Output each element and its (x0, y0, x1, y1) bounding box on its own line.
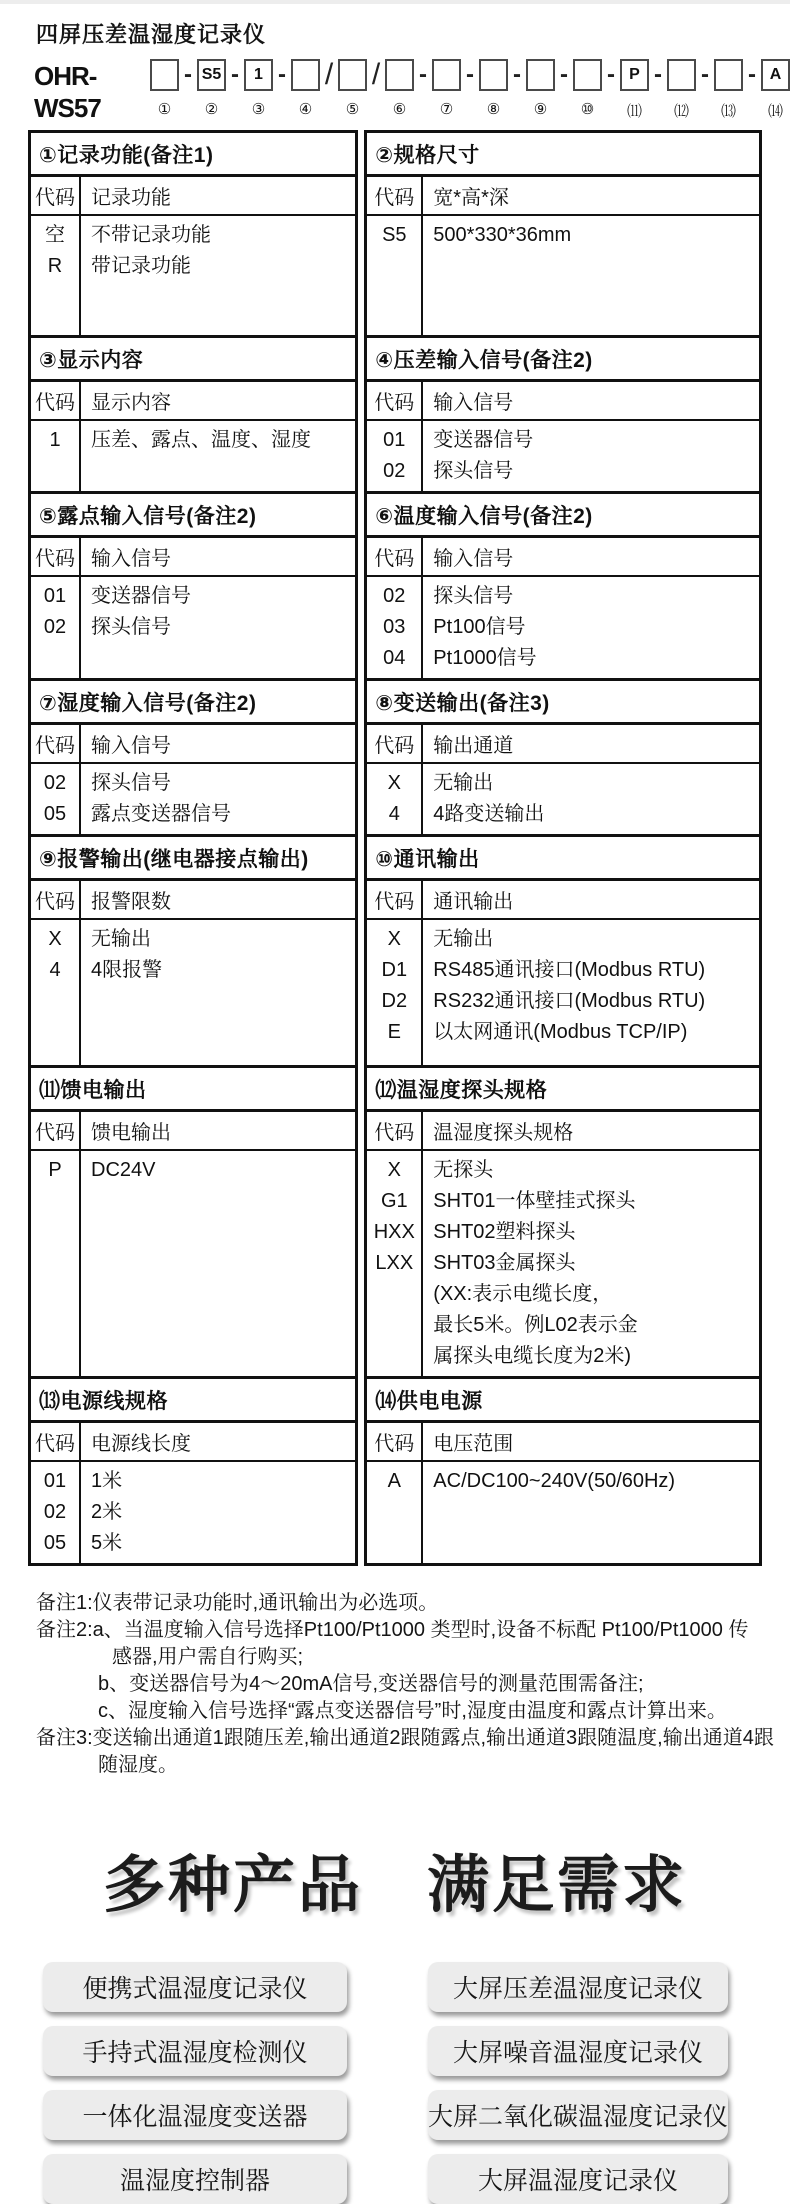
model-separator: - (466, 61, 474, 88)
spec-section (28, 1065, 358, 1379)
value-header-cell: 馈电输出 (91, 1122, 171, 1144)
value-cell: SHT02塑料探头 (433, 1221, 576, 1243)
value-cell: 2米 (91, 1501, 123, 1523)
model-segment (197, 59, 226, 118)
value-cell: Pt1000信号 (433, 647, 537, 669)
value-header-cell: 输入信号 (433, 548, 514, 570)
promo-heading (0, 1835, 790, 1924)
model-segment (226, 59, 244, 91)
section-title: ⑩通讯输出 (367, 837, 759, 881)
value-cell: 4限报警 (91, 959, 163, 981)
model-separator: - (278, 61, 286, 88)
model-code-row (34, 59, 790, 124)
value-cell: 压差、露点、温度、湿度 (91, 429, 311, 451)
value-cell: SHT01一体壁挂式探头 (433, 1190, 636, 1212)
section-body (367, 216, 759, 335)
values-column (423, 920, 759, 1065)
model-separator: - (513, 61, 521, 88)
section-header (31, 1423, 355, 1462)
code-cell: P (48, 1159, 62, 1181)
page-title: 四屏压差温湿度记录仪 (36, 22, 267, 47)
promo-heading-left: 多种产品 (102, 1851, 363, 1920)
value-cell: SHT03金属探头 (433, 1252, 576, 1274)
value-header-cell: 输入信号 (433, 392, 514, 414)
product-button[interactable]: 大屏二氧化碳温湿度记录仪 (428, 2090, 728, 2140)
product-button[interactable]: 大屏噪音温湿度记录仪 (428, 2026, 728, 2076)
value-cell: 带记录功能 (91, 255, 191, 277)
model-code-box (479, 59, 508, 91)
model-position-number: ⑿ (673, 103, 689, 120)
section-title: ④压差输入信号(备注2) (367, 338, 759, 382)
code-cell: 4 (388, 803, 400, 825)
model-prefix: OHR-WS57 (34, 61, 101, 123)
value-cell: RS232通讯接口(Modbus RTU) (433, 990, 706, 1012)
footnote-line: 感器,用户需自行购买; (112, 1646, 304, 1668)
spec-group (28, 678, 762, 837)
section-body (31, 577, 355, 678)
code-header-cell: 代码 (31, 538, 81, 575)
codes-column (31, 1151, 81, 1376)
spec-section (28, 834, 358, 1068)
model-code-box: S5 (197, 59, 226, 91)
section-body (31, 216, 355, 335)
code-cell: LXX (375, 1252, 414, 1274)
section-body (31, 920, 355, 1065)
value-cell: RS485通讯接口(Modbus RTU) (433, 959, 706, 981)
code-cell: 02 (43, 1501, 67, 1523)
code-cell: S5 (382, 224, 407, 246)
value-header-cell: 电源线长度 (91, 1433, 191, 1455)
section-title: ⑦湿度输入信号(备注2) (31, 681, 355, 725)
model-segment (667, 59, 696, 118)
model-position-number: ⒁ (767, 103, 783, 120)
section-header (31, 881, 355, 920)
model-code-box: 1 (244, 59, 273, 91)
code-cell (367, 1279, 421, 1310)
values-column (423, 577, 759, 678)
value-cell: 不带记录功能 (91, 224, 211, 246)
section-title: ⑧变送输出(备注3) (367, 681, 759, 725)
spec-section (28, 678, 358, 837)
code-header-cell: 代码 (31, 1423, 81, 1460)
model-segment (367, 59, 385, 91)
model-separator: - (419, 61, 427, 88)
model-separator: - (231, 61, 239, 88)
code-cell: R (47, 255, 63, 277)
model-segment (602, 59, 620, 91)
section-header (367, 881, 759, 920)
value-cell: 无输出 (433, 928, 494, 950)
code-header-cell: 代码 (31, 1112, 81, 1149)
footnote-line: b、变送器信号为4～20mA信号,变送器信号的测量范围需备注; (98, 1673, 644, 1695)
model-separator: - (607, 61, 615, 88)
model-segment (320, 59, 338, 91)
model-segment (273, 59, 291, 91)
section-body (367, 577, 759, 678)
codes-column (367, 216, 423, 335)
model-segment (291, 59, 320, 118)
value-cell: 以太网通讯(Modbus TCP/IP) (433, 1021, 688, 1043)
model-segment (649, 59, 667, 91)
code-header-cell: 代码 (31, 881, 81, 918)
model-code-box (385, 59, 414, 91)
spec-section (364, 1065, 762, 1379)
footnote-line: 随湿度。 (98, 1754, 178, 1776)
section-title: ⑿温湿度探头规格 (367, 1068, 759, 1112)
model-segment (385, 59, 414, 118)
model-position-number: ⑾ (626, 103, 642, 120)
section-body (31, 1151, 355, 1376)
spec-group (28, 834, 762, 1068)
section-body (367, 764, 759, 834)
model-segment (508, 59, 526, 91)
model-code-box (526, 59, 555, 91)
model-position-number: ⑩ (580, 101, 595, 118)
code-cell: 01 (383, 429, 406, 451)
value-cell: 5米 (91, 1532, 123, 1554)
section-body (367, 920, 759, 1065)
values-column (81, 1151, 355, 1376)
code-cell: X (387, 1159, 401, 1181)
model-position-number: ⑤ (345, 101, 360, 118)
model-code-box (667, 59, 696, 91)
values-column (81, 920, 355, 1065)
values-column (81, 421, 355, 491)
value-cell: 探头信号 (433, 460, 514, 482)
value-header-cell: 报警限数 (91, 891, 171, 913)
codes-column (31, 920, 81, 1065)
model-segment (461, 59, 479, 91)
model-position-number: ⑧ (486, 101, 501, 118)
model-code-box (432, 59, 461, 91)
section-title: ⒁供电电源 (367, 1379, 759, 1423)
spec-group (28, 1065, 762, 1379)
model-code-box (150, 59, 179, 91)
value-cell: 探头信号 (91, 616, 171, 638)
spec-section (364, 130, 762, 338)
model-segment (479, 59, 508, 118)
values-column (423, 1151, 759, 1376)
section-header (31, 177, 355, 216)
model-position-number: ⑨ (533, 101, 548, 118)
model-separator: - (701, 61, 709, 88)
code-cell: 03 (383, 616, 406, 638)
codes-column (367, 920, 423, 1065)
model-code-box (338, 59, 367, 91)
code-header-cell: 代码 (367, 177, 423, 214)
code-cell: 1 (49, 429, 61, 451)
values-column (423, 216, 759, 335)
model-code-box (714, 59, 743, 91)
model-code-box (291, 59, 320, 91)
section-title: ①记录功能(备注1) (31, 133, 355, 177)
section-header (367, 725, 759, 764)
section-header (367, 1423, 759, 1462)
footnote-line: 备注3:变送输出通道1跟随压差,输出通道2跟随露点,输出通道3跟随温度,输出通道4跟 (36, 1727, 774, 1749)
code-cell: 空 (45, 224, 65, 246)
code-cell: A (387, 1470, 401, 1492)
model-position-number: ⑥ (392, 101, 407, 118)
model-position-number: ⑦ (439, 101, 454, 118)
code-cell: D2 (381, 990, 408, 1012)
model-segment (714, 59, 743, 118)
code-header-cell: 代码 (367, 538, 423, 575)
product-button[interactable]: 大屏压差温湿度记录仪 (428, 1962, 728, 2012)
model-position-number: ② (204, 101, 219, 118)
section-title: ⑤露点输入信号(备注2) (31, 494, 355, 538)
model-position-number: ④ (298, 101, 313, 118)
value-cell: 无输出 (433, 772, 494, 794)
code-cell: X (48, 928, 62, 950)
code-cell: 04 (383, 647, 406, 669)
section-body (31, 764, 355, 834)
model-segment (150, 59, 179, 118)
value-cell: 探头信号 (91, 772, 171, 794)
code-cell: 01 (43, 1470, 67, 1492)
spec-section (364, 335, 762, 494)
section-body (367, 421, 759, 491)
code-cell: X (387, 928, 401, 950)
values-column (81, 577, 355, 678)
values-column (81, 216, 355, 335)
spec-group (28, 491, 762, 681)
codes-column (31, 764, 81, 834)
model-code-box (573, 59, 602, 91)
value-cell: DC24V (91, 1159, 156, 1181)
value-cell: Pt100信号 (433, 616, 526, 638)
value-cell: 500*330*36mm (433, 224, 572, 246)
spec-section (364, 678, 762, 837)
model-code-box: P (620, 59, 649, 91)
product-button[interactable]: 手持式温湿度检测仪 (43, 2026, 347, 2076)
codes-column (367, 1151, 423, 1376)
code-header-cell: 代码 (367, 1423, 423, 1460)
code-cell: D1 (381, 959, 408, 981)
model-code-box: A (761, 59, 790, 91)
section-title: ②规格尺寸 (367, 133, 759, 177)
section-header (31, 725, 355, 764)
code-cell: 02 (43, 616, 67, 638)
model-segment (244, 59, 273, 118)
section-header (31, 382, 355, 421)
code-cell: E (387, 1021, 401, 1043)
section-header (31, 1112, 355, 1151)
value-cell: 探头信号 (433, 585, 514, 607)
value-header-cell: 通讯输出 (433, 891, 514, 913)
value-cell: 变送器信号 (91, 585, 191, 607)
section-body (367, 1151, 759, 1376)
spec-section (28, 130, 358, 338)
values-column (81, 764, 355, 834)
value-header-cell: 输入信号 (91, 735, 171, 757)
code-cell: 05 (43, 803, 67, 825)
promo-heading-right: 满足需求 (427, 1851, 688, 1920)
model-separator: - (184, 61, 192, 88)
spec-section (28, 491, 358, 681)
model-segment (761, 59, 790, 118)
model-segment (696, 59, 714, 91)
section-header (367, 382, 759, 421)
section-body (367, 1462, 759, 1563)
footnote-line: 备注2:a、当温度输入信号选择Pt100/Pt1000 类型时,设备不标配 Pt100/Pt1000 传 (36, 1619, 749, 1641)
value-header-cell: 宽*高*深 (433, 187, 509, 209)
model-segment (573, 59, 602, 118)
code-cell: 05 (43, 1532, 67, 1554)
page-top-edge (0, 0, 790, 4)
model-segment (432, 59, 461, 118)
product-button-grid (0, 1962, 790, 2204)
model-segment (555, 59, 573, 91)
value-cell: 属探头电缆长度为2米) (433, 1345, 632, 1367)
code-cell (367, 1341, 421, 1372)
section-title: ⒀电源线规格 (31, 1379, 355, 1423)
product-button[interactable]: 便携式温湿度记录仪 (43, 1962, 347, 2012)
product-button[interactable]: 一体化温湿度变送器 (43, 2090, 347, 2140)
code-cell: 02 (43, 772, 67, 794)
section-header (367, 538, 759, 577)
model-separator: / (371, 58, 381, 91)
code-header-cell: 代码 (31, 382, 81, 419)
spec-group (28, 130, 762, 338)
codes-column (31, 1462, 81, 1563)
code-header-cell: 代码 (367, 725, 423, 762)
spec-section (364, 491, 762, 681)
code-header-cell: 代码 (367, 1112, 423, 1149)
code-cell: G1 (380, 1190, 408, 1212)
codes-column (367, 1462, 423, 1563)
model-separator: - (654, 61, 662, 88)
section-header (367, 1112, 759, 1151)
model-separator: - (748, 61, 756, 88)
section-header (367, 177, 759, 216)
value-header-cell: 记录功能 (91, 187, 171, 209)
code-cell: X (387, 772, 401, 794)
model-segment (338, 59, 367, 118)
value-header-cell: 显示内容 (91, 392, 171, 414)
value-cell: 变送器信号 (433, 429, 534, 451)
code-cell: 02 (383, 585, 406, 607)
code-header-cell: 代码 (31, 725, 81, 762)
value-header-cell: 输入信号 (91, 548, 171, 570)
value-cell: 露点变送器信号 (91, 803, 231, 825)
spec-group (28, 335, 762, 494)
model-segment (179, 59, 197, 91)
spec-section (364, 1376, 762, 1566)
codes-column (367, 577, 423, 678)
model-segment (414, 59, 432, 91)
spec-section (28, 335, 358, 494)
model-segment (743, 59, 761, 91)
values-column (423, 421, 759, 491)
spec-group (28, 1376, 762, 1566)
section-body (31, 1462, 355, 1563)
value-header-cell: 电压范围 (433, 1433, 514, 1455)
code-header-cell: 代码 (367, 881, 423, 918)
product-button[interactable]: 大屏温湿度记录仪 (428, 2154, 728, 2204)
code-header-cell: 代码 (367, 382, 423, 419)
model-position-number: ⒀ (720, 103, 736, 120)
section-title: ⑨报警输出(继电器接点输出) (31, 837, 355, 881)
codes-column (31, 421, 81, 491)
value-cell: AC/DC100~240V(50/60Hz) (433, 1470, 676, 1492)
model-segment (620, 59, 649, 118)
value-cell: 4路变送输出 (433, 803, 545, 825)
model-position-number: ③ (251, 101, 266, 118)
value-cell: 1米 (91, 1470, 123, 1492)
codes-column (367, 421, 423, 491)
footnote-line: c、湿度输入信号选择“露点变送器信号”时,湿度由温度和露点计算出来。 (98, 1700, 727, 1722)
values-column (423, 764, 759, 834)
code-cell: HXX (373, 1221, 415, 1243)
spec-section (364, 834, 762, 1068)
section-body (31, 421, 355, 491)
model-position-number: ① (157, 101, 172, 118)
section-title: ③显示内容 (31, 338, 355, 382)
model-segment (526, 59, 555, 118)
code-cell: 02 (383, 460, 406, 482)
value-cell: 无输出 (91, 928, 151, 950)
values-column (423, 1462, 759, 1563)
code-cell (367, 1310, 421, 1341)
spec-table (28, 130, 762, 1566)
section-title: ⑥温度输入信号(备注2) (367, 494, 759, 538)
value-header-cell: 输出通道 (433, 735, 514, 757)
value-header-cell: 温湿度探头规格 (433, 1122, 574, 1144)
code-cell: 4 (49, 959, 61, 981)
value-cell: 无探头 (433, 1159, 494, 1181)
spec-section (28, 1376, 358, 1566)
model-separator: / (324, 58, 334, 91)
code-header-cell: 代码 (31, 177, 81, 214)
value-cell: 最长5米。例L02表示金 (433, 1314, 638, 1336)
code-cell: 01 (43, 585, 67, 607)
section-title: ⑾馈电输出 (31, 1068, 355, 1112)
section-header (31, 538, 355, 577)
values-column (81, 1462, 355, 1563)
model-separator: - (560, 61, 568, 88)
footnote-line: 备注1:仪表带记录功能时,通讯输出为必选项。 (36, 1592, 439, 1614)
value-cell: (XX:表示电缆长度， (433, 1283, 613, 1305)
codes-column (367, 764, 423, 834)
product-button[interactable]: 温湿度控制器 (43, 2154, 347, 2204)
footnotes (36, 1590, 790, 1779)
model-code-segments (150, 59, 790, 118)
codes-column (31, 216, 81, 335)
codes-column (31, 577, 81, 678)
